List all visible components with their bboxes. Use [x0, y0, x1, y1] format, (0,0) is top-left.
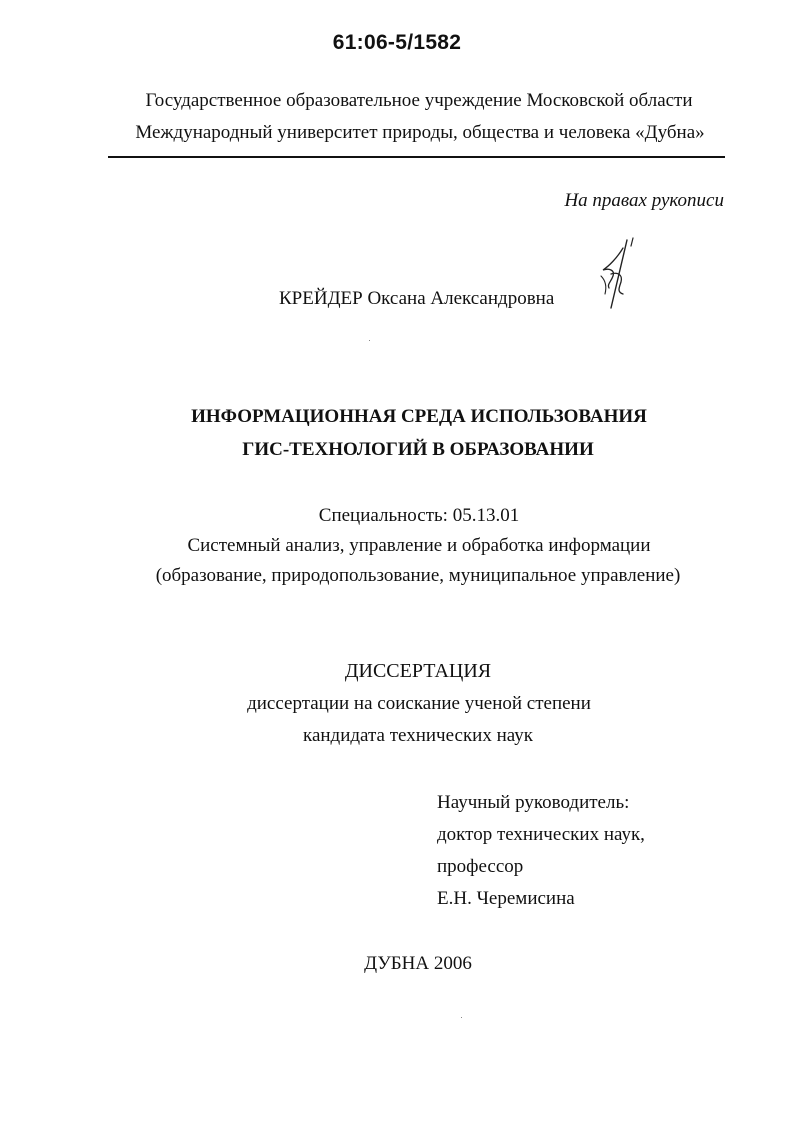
signature-icon [587, 236, 647, 316]
degree-line-1: диссертации на соискание ученой степени [247, 693, 591, 714]
author-name: КРЕЙДЕР Оксана Александровна [279, 288, 555, 309]
degree-line-2: кандидата технических наук [303, 725, 533, 746]
city-year: ДУБНА 2006 [364, 953, 472, 974]
document-type: ДИССЕРТАЦИЯ [344, 660, 492, 682]
supervisor-rank: профессор [437, 856, 524, 877]
institution-line-1: Государственное образовательное учреждение Московской области [145, 90, 693, 111]
institution-line-2: Международный университет природы, общества и человека «Дубна» [135, 122, 705, 143]
specialty-code: Специальность: 05.13.01 [318, 505, 520, 526]
manuscript-status: На правах рукописи [564, 190, 724, 211]
specialty-scope: (образование, природопользование, муниципальное управление) [155, 565, 681, 586]
archive-stamp-code: 61:06-5/1582 [332, 31, 462, 54]
supervisor-name: Е.Н. Черемисина [437, 888, 575, 909]
dissertation-title-line-2: ГИС-ТЕХНОЛОГИЙ В ОБРАЗОВАНИИ [242, 439, 594, 460]
supervisor-label: Научный руководитель: [437, 792, 630, 813]
scan-speck [369, 340, 370, 341]
scan-speck [461, 1017, 462, 1018]
specialty-name: Системный анализ, управление и обработка информации [187, 535, 651, 556]
header-divider [108, 156, 725, 158]
supervisor-degree: доктор технических наук, [437, 824, 645, 845]
dissertation-title-line-1: ИНФОРМАЦИОННАЯ СРЕДА ИСПОЛЬЗОВАНИЯ [191, 406, 647, 427]
